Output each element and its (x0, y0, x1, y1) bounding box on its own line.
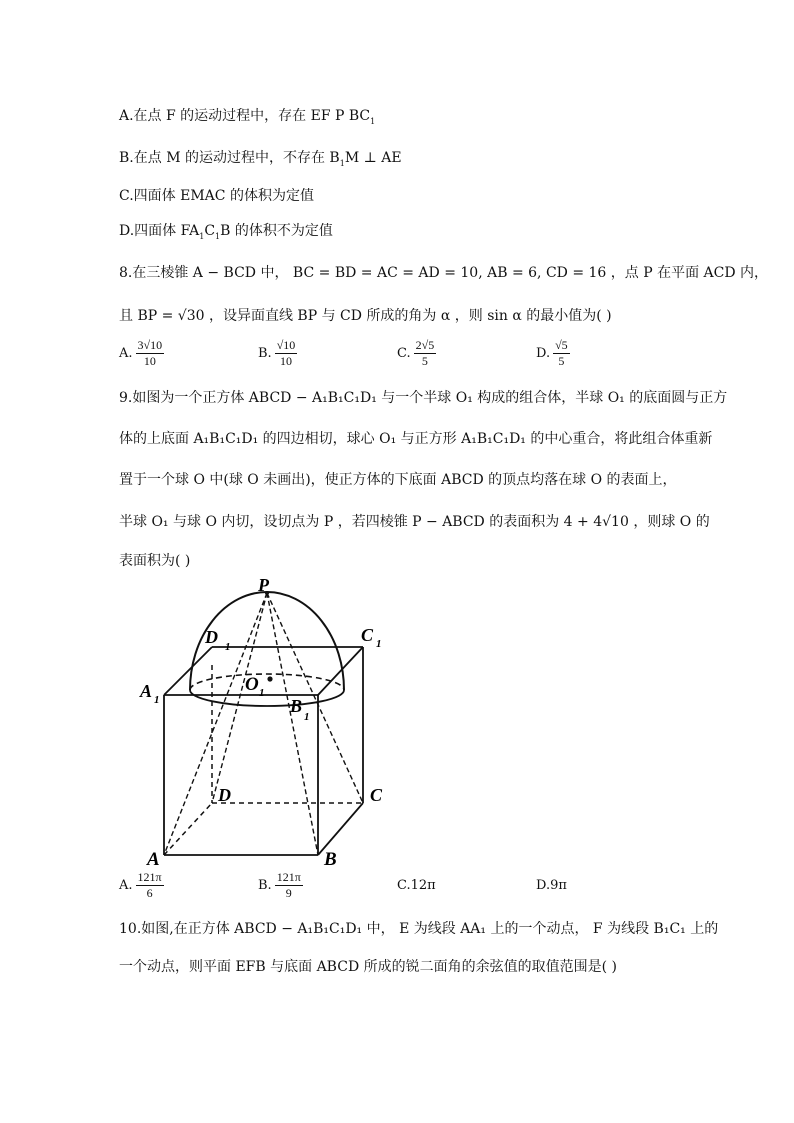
q9-option-a: A. $\frac{121\pi}{6}$ (119, 870, 162, 900)
q10-stem-line2: 一个动点，则平面 EFB 与底面 ABCD 所成的锐二面角的余弦值的取值范围是( ) (119, 959, 617, 975)
label-c1-sub: 1 (376, 638, 382, 650)
q9-stem-line3: 置于一个球 O 中(球 O 未画出)，使正方体的下底面 ABCD 的顶点均落在球 O 的表面上， (119, 472, 677, 488)
q7-option-a: A.在点 F 的运动过程中，存在 EF P $BC_1$ (119, 108, 376, 126)
q9-option-b: B. $\frac{121\pi}{9}$ (258, 870, 301, 900)
q9-stem-line1: 9.如图为一个正方体 ABCD − A₁B₁C₁D₁ 与一个半球 O₁ 构成的组合体，半球 O₁ 的底面圆与正方 (119, 390, 728, 406)
label-d: D (218, 785, 231, 805)
edge-b-c (318, 803, 363, 855)
q7-option-c: C.四面体 EMAC 的体积为定值 (119, 188, 314, 204)
q9-stem-line2: 体的上底面 A₁B₁C₁D₁ 的四边相切，球心 O₁ 与正方形 A₁B₁C₁D₁ 的中心重合，将此组合体重新 (119, 431, 713, 447)
q7-option-b: B.在点 M 的运动过程中，不存在 $B_1M$ ⊥ AE (119, 150, 402, 168)
q8-option-d: D. $\frac{√5}{5}$ (536, 338, 568, 368)
point-o1 (267, 676, 272, 681)
label-c1: C (361, 625, 374, 645)
label-a: A (147, 849, 160, 870)
q9-stem-line5: 表面积为( ) (119, 553, 191, 569)
label-b1: B (290, 696, 303, 716)
label-d1: D (205, 627, 218, 647)
label-d1-sub: 1 (225, 641, 231, 653)
q9-option-c: C.12π (397, 878, 436, 893)
edge-p-b (267, 593, 318, 855)
figure-svg (130, 575, 400, 870)
label-o1-sub: 1 (259, 687, 265, 699)
q8-option-c: C. $\frac{2√5}{5}$ (397, 338, 435, 368)
label-b: B (324, 849, 337, 870)
edge-a-d-hidden (164, 803, 212, 855)
q8-stem-line2: 且 BP = √30 ，设异面直线 BP 与 CD 所成的角为 α ，则 sin α 的最小值为( ) (119, 308, 612, 324)
base-ellipse-back (190, 674, 344, 690)
label-a1-sub: 1 (154, 694, 160, 706)
edge-a1-d1 (164, 647, 212, 695)
cube-hemisphere-figure (130, 575, 400, 874)
label-c: C (370, 785, 383, 805)
label-o1: O (245, 674, 259, 695)
q8-stem-line1: 8.在三棱锥 A − BCD 中， BC = BD = AC = AD = 10, AB = 6, CD = 16 ，点 P 在平面 ACD 内， (119, 265, 769, 281)
label-b1-sub: 1 (304, 711, 310, 723)
edge-p-c (267, 593, 363, 803)
q10-stem-line1: 10.如图,在正方体 ABCD − A₁B₁C₁D₁ 中， E 为线段 AA₁ 上的一个动点， F 为线段 B₁C₁ 上的 (119, 921, 719, 937)
q8-option-a: A. $\frac{3√10}{10}$ (119, 338, 163, 368)
edge-c1-b1 (318, 647, 363, 695)
q9-option-d: D.9π (536, 878, 567, 893)
q9-stem-line4: 半球 O₁ 与球 O 内切，设切点为 P ，若四棱锥 P − ABCD 的表面积为 4 + 4√10 ，则球 O 的 (119, 514, 710, 530)
q7-option-d: D.四面体 $FA_1C_1B$ 的体积不为定值 (119, 223, 333, 241)
label-a1: A (140, 681, 153, 701)
label-p: P (258, 575, 269, 595)
q8-option-b: B. $\frac{√10}{10}$ (258, 338, 296, 368)
